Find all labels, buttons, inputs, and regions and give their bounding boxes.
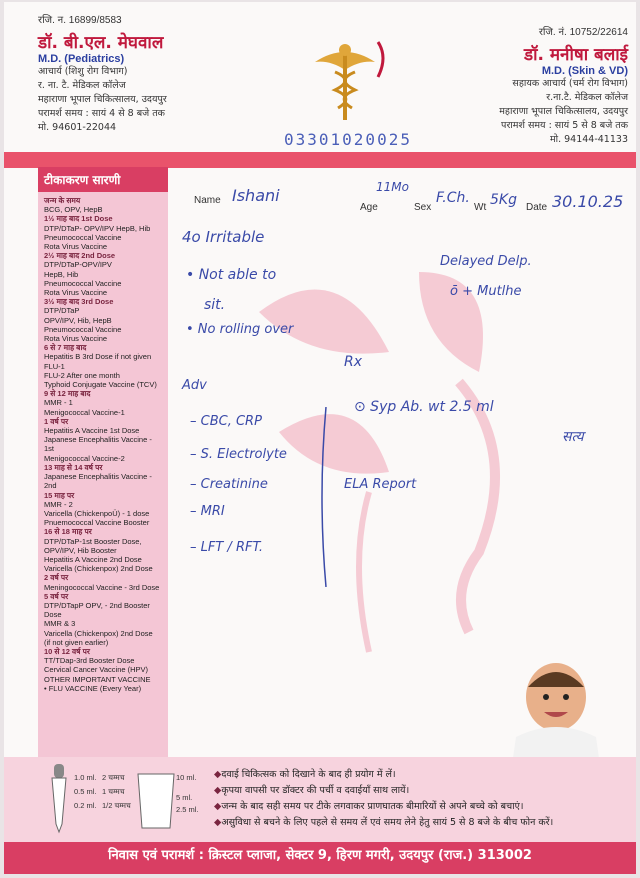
schedule-vaccine: Hepatitis A Vaccine 2nd Dose	[44, 554, 142, 564]
name-label: Name	[194, 195, 221, 206]
schedule-heading: जन्म के समय	[44, 196, 81, 205]
dropper-dose: 0.5 ml.	[74, 787, 97, 796]
schedule-vaccine: Varicella (ChickenpoÜ) - 1 dose	[44, 508, 150, 518]
schedule-vaccine: FLU-2 After one month	[44, 370, 120, 380]
schedule-vaccine: OPV/IPV, Hib Booster	[44, 545, 117, 555]
schedule-vaccine: DTP/DTaP- OPV/IPV HepB, Hib	[44, 223, 151, 233]
rx-item: ⊙ Syp Ab. wt 2.5 ml	[354, 399, 494, 415]
investigation-1: – CBC, CRP	[190, 414, 262, 429]
schedule-vaccine: OPV/IPV, Hib, HepB	[44, 315, 112, 325]
diagnosis-2: ō + Mutlhe	[450, 284, 522, 299]
header-divider	[4, 152, 636, 168]
schedule-heading: 1 वर्ष पर	[44, 416, 69, 426]
schedule-vaccine: Japanese Encephalitis Vaccine - 2nd	[44, 472, 152, 491]
instruction-item: ◆ असुविधा से बचने के लिए पहले से समय लें एवं समय लेने हेतु सायं 5 से 8 बजे के बीच फोन करें।	[214, 815, 553, 831]
schedule-vaccine: Menigococcal Vaccine-2	[44, 453, 125, 463]
bracket-line	[316, 407, 330, 587]
note-1: • Not able to	[186, 267, 277, 283]
reg-number: रजि. नं. 10752/22614	[538, 27, 628, 38]
schedule-vaccine: Rota Virus Vaccine	[44, 334, 108, 344]
schedule-vaccine: Meningococcal Vaccine - 3rd Dose	[44, 582, 160, 592]
schedule-vaccine: DTP/DTapP OPV, - 2nd Booster Dose	[44, 600, 150, 620]
doctor-degree: M.D. (Skin & VD)	[541, 65, 628, 77]
schedule-vaccine: DTP/DTaP	[44, 306, 80, 316]
schedule-vaccine: DTP/DTaP-1st Booster Dose,	[44, 536, 142, 546]
diagnosis-1: Delayed Delp.	[440, 254, 532, 269]
schedule-vaccine: Rota Virus Vaccine	[44, 242, 108, 252]
schedule-heading: 5 वर्ष पर	[44, 591, 69, 601]
complaint: 4o Irritable	[182, 228, 265, 246]
patient-weight: 5Kg	[490, 192, 517, 208]
patient-name: Ishani	[232, 186, 280, 205]
rx-symbol: Rx	[344, 354, 363, 370]
doctor-name: डॉ. बी.एल. मेघवाल	[38, 33, 164, 53]
spoon-dose: 1 चम्मच	[102, 787, 125, 796]
schedule-vaccine: FLU-1	[44, 361, 65, 371]
cup-dose: 2.5 ml.	[176, 805, 199, 814]
schedule-vaccine: Pneumococcal Vaccine	[44, 278, 122, 288]
vaccination-schedule	[38, 192, 168, 697]
signature: सत्य	[562, 429, 584, 445]
instructions	[214, 767, 553, 831]
dropper-dose: 0.2 ml.	[74, 801, 97, 810]
schedule-vaccine: (if not given earlier)	[44, 637, 109, 647]
schedule-vaccine: Japanese Encephalitis Vaccine - 1st	[44, 435, 152, 454]
phone: मो. 94144-41133	[549, 134, 628, 145]
college: र.ना.टै. मेडिकल कॉलेज	[546, 92, 628, 103]
hospital: महाराणा भूपाल चिकित्सालय, उदयपुर	[38, 94, 167, 105]
investigation-5: – LFT / RFT.	[190, 540, 263, 555]
schedule-heading: 3½ माह बाद 3rd Dose	[44, 297, 114, 307]
designation: आचार्य (शिशु रोग विभाग)	[38, 66, 128, 77]
schedule-heading: 9 से 12 माह बाद	[44, 389, 91, 399]
schedule-heading: 6 से 7 माह बाद	[44, 343, 87, 353]
schedule-heading: 13 माह से 14 वर्ष पर	[44, 462, 103, 472]
doctor-degree: M.D. (Pediatrics)	[38, 53, 125, 65]
designation: सहायक आचार्य (चर्म रोग विभाग)	[512, 78, 628, 89]
investigation-4: – MRI	[190, 504, 225, 519]
schedule-vaccine: Menigococcal Vaccine-1	[44, 407, 125, 417]
instruction-item: ◆ जन्म के बाद सही समय पर टीके लगवाकर प्राणघातक बीमारियों से अपने बच्चे को बचाएं।	[214, 799, 553, 815]
schedule-vaccine: BCG, OPV, HepB	[44, 205, 103, 215]
cup-dose: 10 ml.	[176, 773, 197, 782]
followup-note: ELA Report	[344, 477, 417, 492]
schedule-vaccine: • FLU VACCINE (Every Year)	[44, 683, 142, 693]
instruction-item: ◆ कृपया वापसी पर डॉक्टर की पर्ची व दवाईयाँ साथ लायें।	[214, 783, 553, 799]
schedule-vaccine: Typhoid Conjugate Vaccine (TCV)	[44, 380, 157, 390]
caduceus-logo-icon	[300, 32, 390, 122]
schedule-vaccine: MMR & 3	[44, 619, 76, 629]
weight-label: Wt	[474, 202, 487, 213]
schedule-vaccine: Pneumococcal Vaccine	[44, 324, 122, 334]
investigation-3: – Creatinine	[190, 477, 268, 492]
schedule-vaccine: Pnuemococcal Vaccine Booster	[44, 518, 150, 528]
phone: मो. 94601-22044	[38, 122, 117, 133]
date-stamp: 03301020025	[284, 130, 412, 149]
prescription-page	[4, 2, 636, 874]
schedule-vaccine: Cervical Cancer Vaccine (HPV)	[44, 665, 149, 675]
spoon-dose: 2 चम्मच	[102, 773, 125, 782]
dropper-icon	[44, 764, 74, 834]
schedule-vaccine: TT/TDap-3rd Booster Dose	[44, 656, 135, 666]
cup-dose: 5 ml.	[176, 793, 193, 802]
schedule-vaccine: MMR - 1	[44, 398, 73, 408]
college: र. ना. टै. मेडिकल कॉलेज	[38, 80, 126, 91]
sidebar-title: टीकाकरण सारणी	[38, 167, 168, 192]
schedule-heading: 16 से 18 माह पर	[44, 527, 92, 537]
timing: परामर्श समय : सायं 5 से 8 बजे तक	[501, 120, 628, 131]
schedule-vaccine: Hepatitis A Vaccine 1st Dose	[44, 426, 140, 436]
reg-number: रजि. न. 16899/8583	[38, 15, 122, 26]
schedule-vaccine: Pneumococcal Vaccine	[44, 232, 122, 242]
spoon-dose: 1/2 चम्मच	[102, 801, 131, 810]
note-3: • No rolling over	[186, 322, 294, 337]
schedule-vaccine: Rota Virus Vaccine	[44, 288, 108, 298]
patient-age: 11Mo	[376, 180, 409, 194]
schedule-heading: 15 माह पर	[44, 490, 75, 500]
vaccination-sidebar	[38, 167, 168, 757]
visit-date: 30.10.25	[552, 192, 624, 211]
schedule-vaccine: Hepatitis B 3rd Dose if not given	[44, 352, 152, 362]
schedule-vaccine: OTHER IMPORTANT VACCINE	[44, 674, 151, 684]
dropper-dose: 1.0 ml.	[74, 773, 97, 782]
note-2: sit.	[204, 297, 226, 313]
instruction-item: ◆ दवाई चिकित्सक को दिखाने के बाद ही प्रयोग में लें।	[214, 767, 553, 783]
age-label: Age	[360, 202, 378, 213]
schedule-vaccine: DTP/DTaP-OPV/IPV	[44, 260, 112, 270]
measuring-cup-icon	[134, 764, 178, 834]
doctor-right-header	[453, 24, 628, 147]
schedule-heading: 2 वर्ष पर	[44, 573, 69, 583]
patient-sex: F.Ch.	[436, 190, 470, 206]
schedule-vaccine: Varicella (Chickenpox) 2nd Dose	[44, 564, 153, 574]
schedule-vaccine: MMR - 2	[44, 499, 73, 509]
investigation-2: – S. Electrolyte	[190, 447, 287, 462]
schedule-vaccine: Varicella (Chickenpox) 2nd Dose	[44, 628, 153, 638]
doctor-name: डॉ. मनीषा बलाई	[523, 45, 628, 65]
schedule-heading: 2½ माह बाद 2nd Dose	[44, 251, 116, 261]
date-label: Date	[526, 202, 548, 213]
schedule-heading: 1½ माह बाद 1st Dose	[44, 214, 113, 224]
schedule-heading: 10 से 12 वर्ष पर	[44, 646, 90, 656]
sex-label: Sex	[414, 202, 432, 213]
hospital: महाराणा भूपाल चिकित्सालय, उदयपुर	[499, 106, 628, 117]
advice-label: Adv	[182, 378, 207, 393]
footer-address: निवास एवं परामर्श : क्रिस्टल प्लाजा, सेक्टर 9, हिरण मगरी, उदयपुर (राज.) 313002	[4, 842, 636, 874]
schedule-vaccine: HepB, Hib	[44, 269, 79, 279]
doctor-left-header	[38, 12, 278, 135]
timing: परामर्श समय : सायं 4 से 8 बजे तक	[38, 108, 165, 119]
